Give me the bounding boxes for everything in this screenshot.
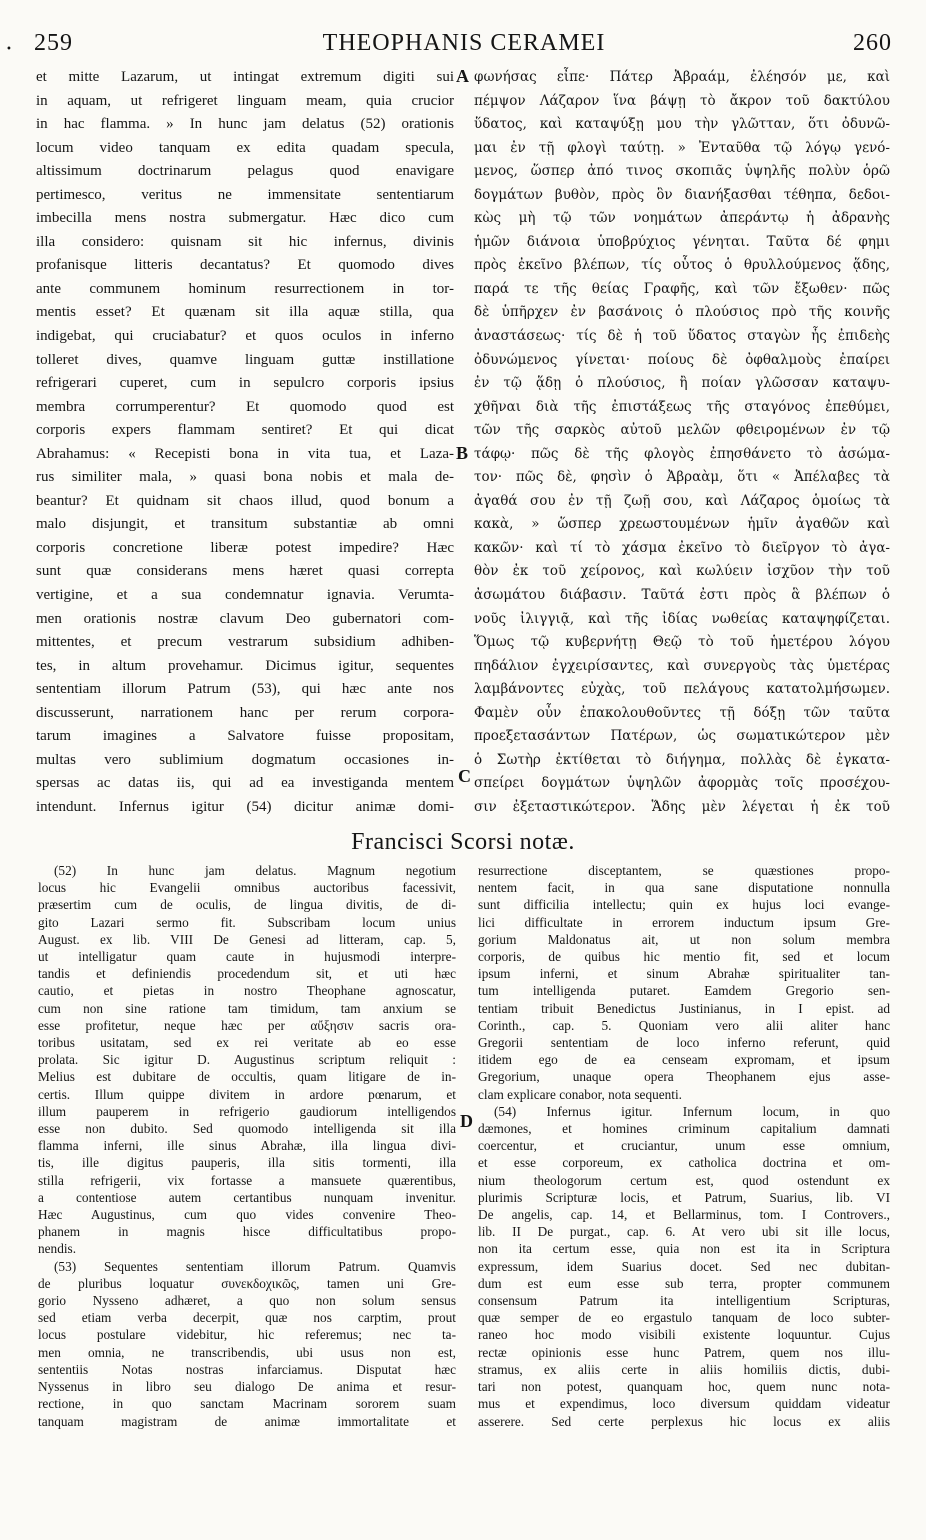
- text-line: Melius est dubitare de occultis, quam litigare de in-: [38, 1069, 456, 1085]
- text-line: tanquam magistram de animæ immortalitate et: [38, 1413, 456, 1429]
- text-line: toribus usitatam, sed ex rei veritate ab eo esse: [38, 1035, 456, 1051]
- text-line: et esse corporeum, ex catholica doctrina et om-: [478, 1155, 890, 1171]
- margin-letter-b: B: [456, 443, 469, 463]
- text-line: (52) In hunc jam delatus. Magnum negotium: [54, 863, 456, 878]
- text-line: Corinth., cap. 5. Quoniam vero alii aliter hanc: [478, 1017, 890, 1033]
- notes-left-column: [38, 862, 456, 1430]
- text-line: et mitte Lazarum, ut intingat extremum digiti sui: [36, 69, 454, 85]
- text-line: imbecilla mens nostra submergatur. Hæc dico cum: [36, 210, 454, 227]
- text-line: tandis et definiendis procedendum sit, et uti hæc: [38, 966, 456, 982]
- text-line: mus et expendimus, loco diversum quiddam videatur: [478, 1396, 890, 1412]
- text-line: quæ semper de eo ergastulo tanquam de loco subter-: [478, 1310, 890, 1326]
- page-number-right: 260: [853, 30, 892, 56]
- text-line: locum video tanquam ex edita quadam specula,: [36, 139, 454, 156]
- text-line: illum pauperem in refrigerio gaudiorum intelligendos: [38, 1103, 456, 1119]
- text-line: mentis esset? Et quænam sit illa aquæ stilla, qua: [36, 304, 454, 321]
- text-line: dæmones, et homines criminum capitalium damnati: [478, 1121, 890, 1137]
- text-line: profanisque litteris decantatus? Et quomodo dives: [36, 257, 454, 274]
- text-line: men orationis nostræ clavum Deo gubernatori com-: [36, 610, 454, 627]
- notes-right-column: [478, 862, 890, 1430]
- text-line: κακῶν· καὶ τί τὸ χάσμα ἐκεῖνο τὸ διεῖργον τὸ ἀγα-: [474, 539, 890, 556]
- text-line: in aquam, ut refrigeret linguam meam, quia crucior: [36, 92, 454, 109]
- text-line: nium theologorum certum est, quod ostendunt ex: [478, 1172, 890, 1188]
- text-line: tolleret dives, quamve linguam guttæ instillatione: [36, 351, 454, 368]
- text-line: indigebat, qui cruciabatur? et quos oculos in inferno: [36, 328, 454, 345]
- text-line: De angelis, cap. 14, et Bellarminus, tom. I Controvers.,: [478, 1207, 890, 1223]
- text-line: νοῦς ἰλιγγιᾷ, καὶ τῆς ἰδίας νωθείας καταψηφίζεται.: [474, 610, 890, 627]
- notes-heading: Francisci Scorsi notæ.: [351, 829, 575, 855]
- text-line: stramus, ex aliis certe in aliis homiliis dictis, dubi-: [478, 1361, 890, 1377]
- text-line: discusserunt, narrationem hanc per rerum corpora-: [36, 704, 454, 721]
- margin-tick: •: [6, 44, 12, 55]
- text-line: πηδάλιον ἐγχειρίσαντες, καὶ συνεργοὺς τὰς ὑμετέρας: [474, 657, 890, 674]
- text-line: resurrectione disceptantem, se quæstiones propo-: [478, 863, 890, 878]
- text-line: cautio, et pietas in nostro Theophane agnoscatur,: [38, 983, 456, 999]
- text-line: altissimum doctrinarum pelagus quod enavigare: [36, 163, 454, 180]
- text-line: δογμάτων βυθὸν, πρὸς ὃν διανήξασθαι τέθηπα, δεδοι-: [474, 186, 890, 203]
- text-line: itidem ego de ea censeam expromam, et ipsum: [478, 1052, 890, 1068]
- text-line: asserere. Sed certe perplexus hic locus ex aliis: [478, 1413, 890, 1429]
- text-line: consensum Patrum ita intelligentium Scripturas,: [478, 1293, 890, 1309]
- text-line: ut intelligatur quam caute in hujusmodi interpre-: [38, 949, 456, 965]
- text-line: ὕδατος, καὶ καταψύξῃ μου τὴν γλῶτταν, ὅτι ὀδυνῶ-: [474, 116, 890, 133]
- margin-letter-c: C: [458, 766, 471, 786]
- text-line: Ὅμως τῷ κυβερνήτῃ Θεῷ τὸ τοῦ ἡμετέρου λόγου: [474, 634, 890, 651]
- text-line: lib. II De purgat., cap. 6. At vero ubi sit ille locus,: [478, 1224, 890, 1240]
- text-line: plurimis Scripturæ locis, et Patrum, Suarius, lib. VI: [478, 1189, 890, 1205]
- text-line: ὀδυνώμενος γίνεται· ποίους δὲ ὀφθαλμοὺς ἐπαίρει: [474, 351, 890, 368]
- text-line: clam explicare conabor, nota sequenti.: [478, 1086, 683, 1102]
- margin-letter-a: A: [456, 66, 469, 86]
- text-line: vertigine, et a sua condemnatur ignavia. Verumta-: [36, 587, 454, 604]
- text-line: ἡμῶν διάνοια ὑποβρύχιος γένηται. Ταῦτα δέ φημι: [474, 233, 890, 250]
- text-line: ἀναστάσεως· τίς δὲ ἡ τοῦ ὕδατος σταγὼν ἧς ἐπιδεὴς: [474, 328, 890, 345]
- text-line: corporis expers flammam sentiret? Et qui dicat: [36, 422, 454, 439]
- text-line: σιν ἐξεταστικώτερον. Ἅδης μὲν λέγεται ἡ ἐκ τοῦ: [474, 798, 890, 815]
- text-line: δὲ ὑπῆρχεν ἐν βασάνοις ὁ πλούσιος πρὸ τῆς κοινῆς: [474, 304, 890, 321]
- text-line: παρά τε τῆς θείας Γραφῆς, καὶ τῶν ἔξωθεν· πῶς: [474, 280, 890, 297]
- text-line: de pluribus loquatur συνεκδοχικῶς, tamen uni Gre-: [38, 1275, 456, 1291]
- text-line: ante communem hominum resurrectionem in tor-: [36, 280, 454, 297]
- text-line: in hac flamma. » In hunc jam delatus (52) orationis: [36, 116, 454, 133]
- text-line: esse profitetur, neque hæc per αὔξησιν sacris ora-: [38, 1017, 456, 1033]
- greek-text-column: [474, 66, 890, 820]
- text-line: rectæ opinionis esse hunc Patrem, quem nos illu-: [478, 1344, 890, 1360]
- text-line: gito Lazari sermo fit. Subscribam locum unius: [38, 914, 456, 930]
- text-line: Nyssenus in libro seu dialogo De anima et resur-: [38, 1379, 456, 1395]
- text-line: spersas ac datas iis, qui ad ea investiganda mentem: [36, 775, 454, 792]
- text-line: membra corrumperentur? Et quomodo quod est: [36, 398, 454, 415]
- text-line: προεξετασάντων Πατέρων, ὡς σωματικώτερον μὲν: [474, 728, 890, 745]
- text-line: θὸν ἐκ τοῦ χείρονος, καὶ κωλύειν ἰσχῦον τὴν τοῦ: [474, 563, 890, 580]
- text-line: certis. Illum quippe divitem in ardore pœnarum, et: [38, 1086, 456, 1102]
- text-line: κακὰ, » ὥσπερ χρεωστουμένων ἡμῖν ἀγαθῶν καὶ: [474, 516, 890, 533]
- text-line: illa considero: quisnam sit hic infernus, divinis: [36, 233, 454, 250]
- text-line: malo disjungit, et transitum substantiæ ab omni: [36, 516, 454, 533]
- text-line: ἐν τῷ ᾅδῃ ὁ πλούσιος, ἢ ποίαν γλῶσσαν καταψυ-: [474, 375, 890, 392]
- text-line: πέμψον Λάζαρον ἵνα βάψῃ τὸ ἄκρον τοῦ δακτύλου: [474, 92, 890, 109]
- text-line: κὼς μὴ τῷ τῶν νοημάτων ἀπεράντῳ ἡ ἀδρανὴς: [474, 210, 890, 227]
- text-line: a contentiose autem certantibus nunquam invenitur.: [38, 1189, 456, 1205]
- text-line: gorium Maldonatus ait, ut non solum membra: [478, 931, 890, 947]
- text-line: flamma inferni, ille sinus Abrahæ, illa lingua divi-: [38, 1138, 456, 1154]
- text-line: τῶν τῆς σαρκὸς αὐτοῦ μελῶν φθειρομένων ἐν τῷ: [474, 422, 890, 439]
- text-line: sunt difficilia intellectu; quin ex hujus loci evange-: [478, 897, 890, 913]
- text-line: expressum, idem Suarius docet. Sed nec dubitan-: [478, 1258, 890, 1274]
- text-line: beantur? Et quidnam sit chaos illud, quod bonum a: [36, 492, 454, 509]
- text-line: lici difficultate in errorem inductum ipsum Gre-: [478, 914, 890, 930]
- text-line: nentem facit, in qua sane disputatione nonnulla: [478, 880, 890, 896]
- text-line: phanem in magnis hisce difficultatibus propo-: [38, 1224, 456, 1240]
- text-line: tum intelligenda putaret. Eamdem Gregorio sen-: [478, 983, 890, 999]
- text-line: intendunt. Infernus igitur (54) dicitur animæ domi-: [36, 798, 454, 815]
- text-line: (54) Infernus igitur. Infernum locum, in quo: [494, 1103, 890, 1119]
- text-line: λαμβάνοντες εὐχὰς, τοῦ πελάγους κατατολμήσωμεν.: [474, 681, 890, 698]
- text-line: locus postulare videbitur, hic referemus; nec ta-: [38, 1327, 456, 1343]
- text-line: men omnia, ne transcribendis, ubi usus non est,: [38, 1344, 456, 1360]
- margin-letter-d: D: [460, 1111, 473, 1131]
- text-line: πρὸς ἐκεῖνο βλέπων, τίς οὗτος ὁ θρυλλούμενος ᾅδης,: [474, 257, 890, 274]
- text-line: Gregorii sententiam de loco inferno referunt, quid: [478, 1035, 890, 1051]
- text-line: tarum imagines a Salvatore fuisse propositam,: [36, 728, 454, 745]
- text-line: Φαμὲν οὖν ἐπακολουθοῦντες τῇ δόξῃ τῶν ταῦτα: [474, 704, 890, 721]
- text-line: σπείρει δογμάτων ὑψηλῶν ἀφορμὰς τοῖς προσέχου-: [474, 775, 890, 792]
- running-title: THEOPHANIS CERAMEI: [322, 30, 606, 56]
- text-line: φωνήσας εἶπε· Πάτερ Ἀβραάμ, ἐλέησόν με, καὶ: [474, 69, 890, 85]
- text-line: dum est eum esse sub terra, propter communem: [478, 1275, 890, 1291]
- text-line: ἀσωμάτου διάβασιν. Ταῦτά ἐστι πρὸς ἃ βλέπων ὁ: [474, 587, 890, 604]
- text-line: τάφῳ· πῶς δὲ τῆς φλογὸς ἐπησθάνετο τὸ ἀσώμα-: [474, 445, 890, 462]
- text-line: μενος, ὥσπερ ἀπό τινος σκοπιᾶς ὑψηλῆς πολὺν ὁρῶ: [474, 163, 890, 180]
- text-line: ipsum inferni, et sinum Abrahæ spiritualiter tan-: [478, 966, 890, 982]
- text-line: tari non potest, quanquam hoc, quem nunc nota-: [478, 1379, 890, 1395]
- text-line: esse non dubito. Sed quomodo intelligenda sit illa: [38, 1121, 456, 1137]
- text-line: raneo hoc modo visibili existente loquuntur. Cujus: [478, 1327, 890, 1343]
- text-line: corporis, de quibus hic mentio fit, sed et locum: [478, 949, 890, 965]
- text-line: non ita certum esse, quia non est ita in Scriptura: [478, 1241, 890, 1257]
- text-line: sunt quæ considerans mens hæret quasi correpta: [36, 563, 454, 580]
- text-line: τον· πῶς δὲ, φησὶν ὁ Ἀβραὰμ, ὅτι « Ἀπέλαβες τὰ: [474, 469, 890, 486]
- text-line: Abrahamus: « Recepisti bona in vita tua, et Laza-: [36, 445, 454, 462]
- text-line: nendis.: [38, 1241, 77, 1257]
- running-header: [32, 26, 896, 62]
- text-line: tentiam tribuit Benedictus Justinianus, in I epist. ad: [478, 1000, 890, 1016]
- text-line: Hæc Augustinus, cum quo vides convenire Theo-: [38, 1207, 456, 1223]
- text-line: rectione, in quo sanctam Macrinam sororem suam: [38, 1396, 456, 1412]
- text-line: cum non sine ratione tam timidum, tam anxium se: [38, 1000, 456, 1016]
- text-line: gorio Nysseno adhæret, a quo non solum sensus: [38, 1293, 456, 1309]
- text-line: μαι ἐν τῇ φλογὶ ταύτῃ. » Ἐνταῦθα τῷ λόγῳ γενό-: [474, 139, 890, 156]
- text-line: præsertim cum de oculis, de lingua divitis, de di-: [38, 897, 456, 913]
- page-number-left: 259: [34, 30, 73, 56]
- latin-text-column: [36, 66, 454, 820]
- text-line: mittentes, et precum vestrarum subsidium adhiben-: [36, 634, 454, 651]
- text-line: pertimesco, veritus ne immensitate sententiarum: [36, 186, 454, 203]
- text-line: stilla refrigerii, vix fortasse a mansuete quærentibus,: [38, 1172, 456, 1188]
- text-line: refrigerari cuperet, cum in sepulcro corporis ipsius: [36, 375, 454, 392]
- text-line: prolata. Sic igitur D. Augustinus scriptum reliquit :: [38, 1052, 456, 1068]
- text-line: Gregorium, unaque opera Theophanem ejus asse-: [478, 1069, 890, 1085]
- text-line: rus similiter mala, » quasi bona nobis et mala de-: [36, 469, 454, 486]
- text-line: coercentur, et cruciantur, unum esse omnium,: [478, 1138, 890, 1154]
- text-line: multas vero sublimium dogmatum occasiones in-: [36, 751, 454, 768]
- text-line: August. ex lib. VIII De Genesi ad litteram, cap. 5,: [38, 931, 456, 947]
- text-line: χθῆναι διὰ τῆς ἐπιστάξεως τῆς σταγόνος ἐπεθύμει,: [474, 398, 890, 415]
- text-line: tes, in altum provehamur. Dicimus igitur, sequentes: [36, 657, 454, 674]
- text-line: corporis concretione liberæ potest impedire? Hæc: [36, 539, 454, 556]
- text-line: ἀγαθά σου ἐν τῇ ζωῇ σου, καὶ Λάζαρος ὁμοίως τὰ: [474, 492, 890, 509]
- text-line: sententiis Notas nostras infarciamus. Disputat hæc: [38, 1361, 456, 1377]
- text-line: sed etiam verba decerpit, quæ nos carptim, prout: [38, 1310, 456, 1326]
- text-line: sententiam illorum Patrum (53), qui hæc ante nos: [36, 681, 454, 698]
- text-line: ὁ Σωτὴρ ἐκτίθεται τὸ διήγημα, πολλὰς δὲ ἐγκατα-: [474, 751, 890, 768]
- text-line: tis, ille digitus pauperis, illa sitis tormenti, illa: [38, 1155, 456, 1171]
- text-line: locus hic Evangelii omnibus auctoribus facessivit,: [38, 880, 456, 896]
- text-line: (53) Sequentes sententiam illorum Patrum. Quamvis: [54, 1258, 456, 1274]
